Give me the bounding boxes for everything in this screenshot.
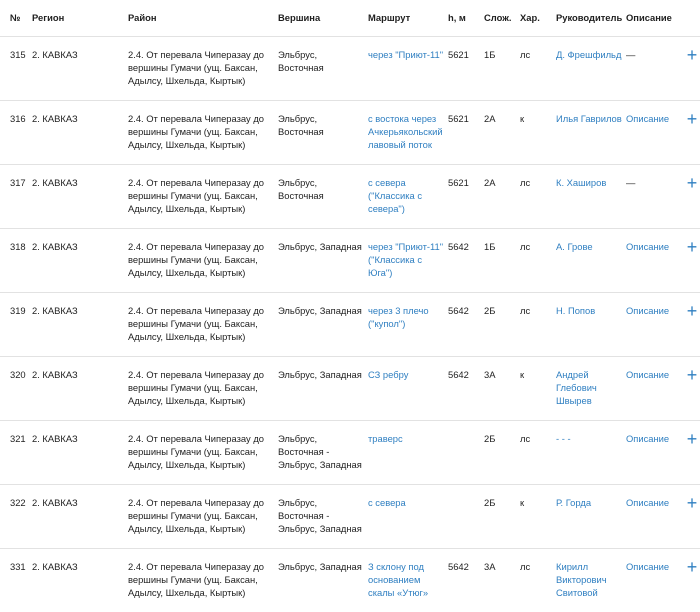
table-row: [0, 357, 700, 421]
row-peak: Эльбрус, Западная: [278, 241, 362, 252]
row-peak: Эльбрус, Восточная: [278, 113, 324, 137]
row-height: 5642: [448, 241, 469, 252]
description-link[interactable]: Описание: [626, 561, 670, 572]
header-description: Описание: [626, 0, 680, 37]
route-link[interactable]: с востока через Ачкерьякольский лавовый поток: [368, 113, 443, 150]
leader-link[interactable]: - - -: [556, 433, 571, 444]
leader-link[interactable]: К. Хаширов: [556, 177, 607, 188]
header-num: №: [0, 0, 32, 37]
row-height: 5621: [448, 49, 469, 60]
header-character: Хар.: [520, 0, 556, 37]
row-district: 2.4. От перевала Чиперазау до вершины Гумачи (ущ. Баксан, Адылсу, Шхельда, Кыртык): [128, 561, 265, 598]
row-difficulty: 2Б: [484, 497, 496, 508]
row-height: 5642: [448, 369, 469, 380]
header-height: h, м: [448, 0, 484, 37]
description-link[interactable]: Описание: [626, 497, 670, 508]
leader-link[interactable]: А. Грове: [556, 241, 593, 252]
route-link[interactable]: с севера ("Классика с севера"): [368, 177, 423, 214]
row-num: 317: [10, 177, 26, 188]
row-peak: Эльбрус, Восточная: [278, 177, 324, 201]
description-link[interactable]: Описание: [626, 305, 670, 316]
row-character: лс: [520, 49, 531, 60]
header-region: Регион: [32, 0, 128, 37]
row-district: 2.4. От перевала Чиперазау до вершины Гумачи (ущ. Баксан, Адылсу, Шхельда, Кыртык): [128, 433, 265, 470]
leader-link[interactable]: Кирилл Викторович Свитовой: [556, 561, 607, 598]
row-num: 322: [10, 497, 26, 508]
row-district: 2.4. От перевала Чиперазау до вершины Гумачи (ущ. Баксан, Адылсу, Шхельда, Кыртык): [128, 497, 265, 534]
row-peak: Эльбрус, Западная: [278, 305, 362, 316]
row-difficulty: 3А: [484, 561, 496, 572]
header-route: Маршрут: [368, 0, 448, 37]
row-peak: Эльбрус, Западная: [278, 369, 362, 380]
add-plus-icon[interactable]: +: [686, 365, 698, 385]
row-difficulty: 2Б: [484, 305, 496, 316]
row-num: 331: [10, 561, 26, 572]
description-link[interactable]: Описание: [626, 369, 670, 380]
row-region: 2. КАВКАЗ: [32, 561, 78, 572]
leader-link[interactable]: Р. Горда: [556, 497, 592, 508]
table-row: [0, 165, 700, 229]
table-row: [0, 37, 700, 101]
row-difficulty: 1Б: [484, 241, 496, 252]
table-row: [0, 101, 700, 165]
row-district: 2.4. От перевала Чиперазау до вершины Гумачи (ущ. Баксан, Адылсу, Шхельда, Кыртык): [128, 113, 265, 150]
leader-link[interactable]: Андрей Глебович Швырев: [556, 369, 597, 406]
header-leader: Руководитель: [556, 0, 626, 37]
row-district: 2.4. От перевала Чиперазау до вершины Гумачи (ущ. Баксан, Адылсу, Шхельда, Кыртык): [128, 49, 265, 86]
row-num: 320: [10, 369, 26, 380]
row-peak: Эльбрус, Восточная - Эльбрус, Западная: [278, 497, 362, 534]
row-character: к: [520, 113, 525, 124]
row-region: 2. КАВКАЗ: [32, 497, 78, 508]
row-region: 2. КАВКАЗ: [32, 305, 78, 316]
row-character: лс: [520, 305, 531, 316]
description-link[interactable]: Описание: [626, 113, 670, 124]
row-difficulty: 3А: [484, 369, 496, 380]
description-empty: —: [626, 177, 636, 188]
row-difficulty: 2А: [484, 177, 496, 188]
route-link[interactable]: через 3 плечо ("купол"): [368, 305, 429, 329]
description-empty: —: [626, 49, 636, 60]
row-region: 2. КАВКАЗ: [32, 369, 78, 380]
add-plus-icon[interactable]: +: [686, 557, 698, 577]
route-link[interactable]: с севера: [368, 497, 406, 508]
route-link[interactable]: через "Приют-11": [368, 49, 444, 60]
row-region: 2. КАВКАЗ: [32, 177, 78, 188]
row-num: 316: [10, 113, 26, 124]
row-num: 318: [10, 241, 26, 252]
row-region: 2. КАВКАЗ: [32, 433, 78, 444]
add-plus-icon[interactable]: +: [686, 493, 698, 513]
row-peak: Эльбрус, Восточная - Эльбрус, Западная: [278, 433, 362, 470]
row-character: лс: [520, 433, 531, 444]
row-region: 2. КАВКАЗ: [32, 241, 78, 252]
row-district: 2.4. От перевала Чиперазау до вершины Гумачи (ущ. Баксан, Адылсу, Шхельда, Кыртык): [128, 305, 265, 342]
header-difficulty: Слож.: [484, 0, 520, 37]
row-num: 321: [10, 433, 26, 444]
row-height: 5621: [448, 177, 469, 188]
row-peak: Эльбрус, Восточная: [278, 49, 324, 73]
description-link[interactable]: Описание: [626, 241, 670, 252]
row-difficulty: 2А: [484, 113, 496, 124]
description-link[interactable]: Описание: [626, 433, 670, 444]
leader-link[interactable]: Н. Попов: [556, 305, 596, 316]
table-row: [0, 421, 700, 485]
route-link[interactable]: траверс: [368, 433, 403, 444]
row-num: 315: [10, 49, 26, 60]
row-height: 5621: [448, 113, 469, 124]
row-character: к: [520, 497, 525, 508]
row-district: 2.4. От перевала Чиперазау до вершины Гумачи (ущ. Баксан, Адылсу, Шхельда, Кыртык): [128, 177, 265, 214]
table-row: [0, 549, 700, 612]
add-plus-icon[interactable]: +: [686, 109, 698, 129]
row-district: 2.4. От перевала Чиперазау до вершины Гумачи (ущ. Баксан, Адылсу, Шхельда, Кыртык): [128, 241, 265, 278]
row-peak: Эльбрус, Западная: [278, 561, 362, 572]
table-row: [0, 293, 700, 357]
add-plus-icon[interactable]: +: [686, 301, 698, 321]
row-height: 5642: [448, 305, 469, 316]
table-row: [0, 485, 700, 549]
header-district: Район: [128, 0, 278, 37]
leader-link[interactable]: Д. Фрешфильд: [556, 49, 622, 60]
row-region: 2. КАВКАЗ: [32, 49, 78, 60]
row-character: лс: [520, 241, 531, 252]
route-link[interactable]: СЗ ребру: [368, 369, 409, 380]
row-difficulty: 1Б: [484, 49, 496, 60]
route-link[interactable]: З склону под основанием скалы «Утюг»: [368, 561, 429, 598]
table-header-row: [0, 0, 700, 37]
row-character: к: [520, 369, 525, 380]
add-plus-icon[interactable]: +: [686, 45, 698, 65]
route-link[interactable]: через "Приют-11" ("Классика с Юга"): [368, 241, 444, 278]
row-difficulty: 2Б: [484, 433, 496, 444]
header-add: [680, 0, 700, 37]
row-region: 2. КАВКАЗ: [32, 113, 78, 124]
table-row: [0, 229, 700, 293]
add-plus-icon[interactable]: +: [686, 429, 698, 449]
row-district: 2.4. От перевала Чиперазау до вершины Гумачи (ущ. Баксан, Адылсу, Шхельда, Кыртык): [128, 369, 265, 406]
row-height: 5642: [448, 561, 469, 572]
leader-link[interactable]: Илья Гаврилов: [556, 113, 622, 124]
row-character: лс: [520, 561, 531, 572]
add-plus-icon[interactable]: +: [686, 237, 698, 257]
header-peak: Вершина: [278, 0, 368, 37]
row-num: 319: [10, 305, 26, 316]
add-plus-icon[interactable]: +: [686, 173, 698, 193]
row-character: лс: [520, 177, 531, 188]
